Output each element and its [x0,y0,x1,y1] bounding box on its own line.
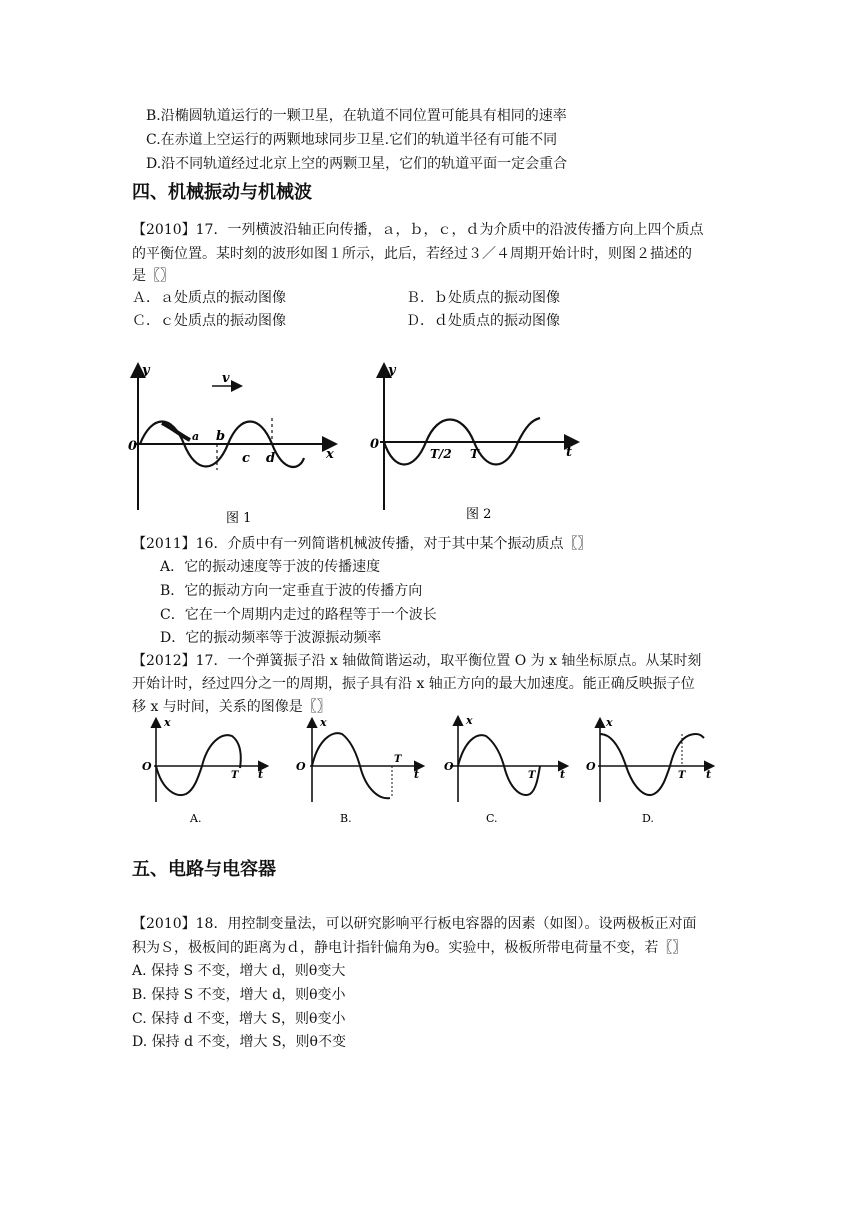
section-4-heading: 四、机械振动与机械波 [132,182,312,203]
graph-d-x-label: x [606,716,613,729]
q2010-18-option-c: C. 保持 d 不变，增大 S，则θ变小 [132,1011,346,1027]
graph-c-origin: O [444,760,454,773]
section-5-heading: 五、电路与电容器 [132,859,276,880]
q2012-17-line1: 【2012】17．一个弹簧振子沿 x 轴做简谐运动，取平衡位置 O 为 x 轴坐标原点。从某时刻 [132,653,702,669]
q2010-17-line3: 是〖〗 [132,268,174,284]
q2010-17-option-b: Ｂ．ｂ处质点的振动图像 [406,290,560,306]
graph-d [586,716,712,825]
fig1-b-label: b [216,429,226,444]
graph-a-origin: O [142,760,152,773]
graph-b-x-label: x [320,716,327,729]
graph-b-caption: B. [340,812,352,825]
q2011-16-stem: 【2011】16．介质中有一列简谐机械波传播，对于其中某个振动质点〖〗 [132,536,592,552]
q2010-17-line1: 【2010】17．一列横波沿轴正向传播，ａ，ｂ，ｃ，ｄ为介质中的沿波传播方向上四个质点 [132,222,704,238]
graph-d-t-label: t [706,768,712,781]
option-b-satellite: B.沿椭圆轨道运行的一颗卫星，在轨道不同位置可能具有相同的速率 [146,108,567,124]
q2010-18-option-a: A. 保持 S 不变，增大 d，则θ变大 [132,963,346,979]
graph-a [142,716,266,825]
graph-d-caption: D. [642,812,654,825]
q2010-17-option-a: Ａ．ａ处质点的振动图像 [132,290,286,306]
q2010-18-option-b: B. 保持 S 不变，增大 d，则θ变小 [132,987,346,1003]
graph-b [296,716,422,825]
q2012-17-line3: 移 x 与时间，关系的图像是〖〗 [132,699,331,715]
fig1-x-label: x [326,447,334,462]
fig2-t-label: t [566,445,573,460]
q2012-17-line2: 开始计时，经过四分之一的周期，振子具有沿 x 轴正方向的最大加速度。能正确反映振子位 [132,676,695,692]
q2010-18-line2: 积为Ｓ，极板间的距离为ｄ，静电计指针偏角为θ。实验中，极板所带电荷量不变，若〖〗 [132,940,687,956]
graph-c-x-label: x [466,714,473,727]
graph-b-period: T [394,754,402,765]
q2010-17-option-c: Ｃ．ｃ处质点的振动图像 [132,313,286,329]
q2010-17-line2: 的平衡位置。某时刻的波形如图１所示，此后，若经过３／４周期开始计时，则图２描述的 [132,246,692,262]
q2011-16-option-d: D．它的振动频率等于波源振动频率 [160,630,382,646]
fig1-v-label: v [222,371,230,386]
graph-c-t-label: t [560,768,566,781]
q2010-18-option-d: D. 保持 d 不变，增大 S，则θ不变 [132,1034,346,1050]
graph-a-x-label: x [164,716,171,729]
graph-c [444,714,566,825]
graph-d-period: T [678,770,686,781]
vibration-figure-2 [362,358,584,528]
fig2-y-label: y [388,363,396,378]
graph-c-caption: C. [486,812,498,825]
fig1-a-label: a [192,430,200,443]
fig2-half-period-label: T/2 [430,447,452,461]
option-d-satellite: D.沿不同轨道经过北京上空的两颗卫星，它们的轨道平面一定会重合 [146,156,568,172]
graph-b-origin: O [296,760,306,773]
fig1-caption: 图 1 [226,511,252,526]
fig2-period-label: T [470,447,479,461]
wave-figure-1 [122,358,352,528]
fig1-y-label: y [142,363,150,378]
q2012-answer-graphs [136,712,728,830]
fig1-origin-label: 0 [128,439,138,454]
graph-a-period: T [231,770,239,781]
q2011-16-option-a: A．它的振动速度等于波的传播速度 [160,559,381,575]
q2010-18-line1: 【2010】18．用控制变量法，可以研究影响平行板电容器的因素（如图）。设两极板正对面 [132,916,697,932]
q2011-16-option-b: B．它的振动方向一定垂直于波的传播方向 [160,583,423,599]
q2010-17-option-d: Ｄ．ｄ处质点的振动图像 [406,313,560,329]
q2011-16-option-c: C．它在一个周期内走过的路程等于一个波长 [160,607,437,623]
fig2-caption: 图 2 [466,507,492,522]
graph-d-origin: O [586,760,596,773]
graph-a-caption: A. [190,812,202,825]
fig1-c-label: c [242,451,250,466]
graph-b-t-label: t [414,768,420,781]
fig1-d-label: d [266,451,276,466]
graph-a-t-label: t [258,768,264,781]
graph-c-period: T [528,770,536,781]
fig2-origin-label: 0 [370,437,380,452]
option-c-satellite: C.在赤道上空运行的两颗地球同步卫星.它们的轨道半径有可能不同 [146,132,558,148]
